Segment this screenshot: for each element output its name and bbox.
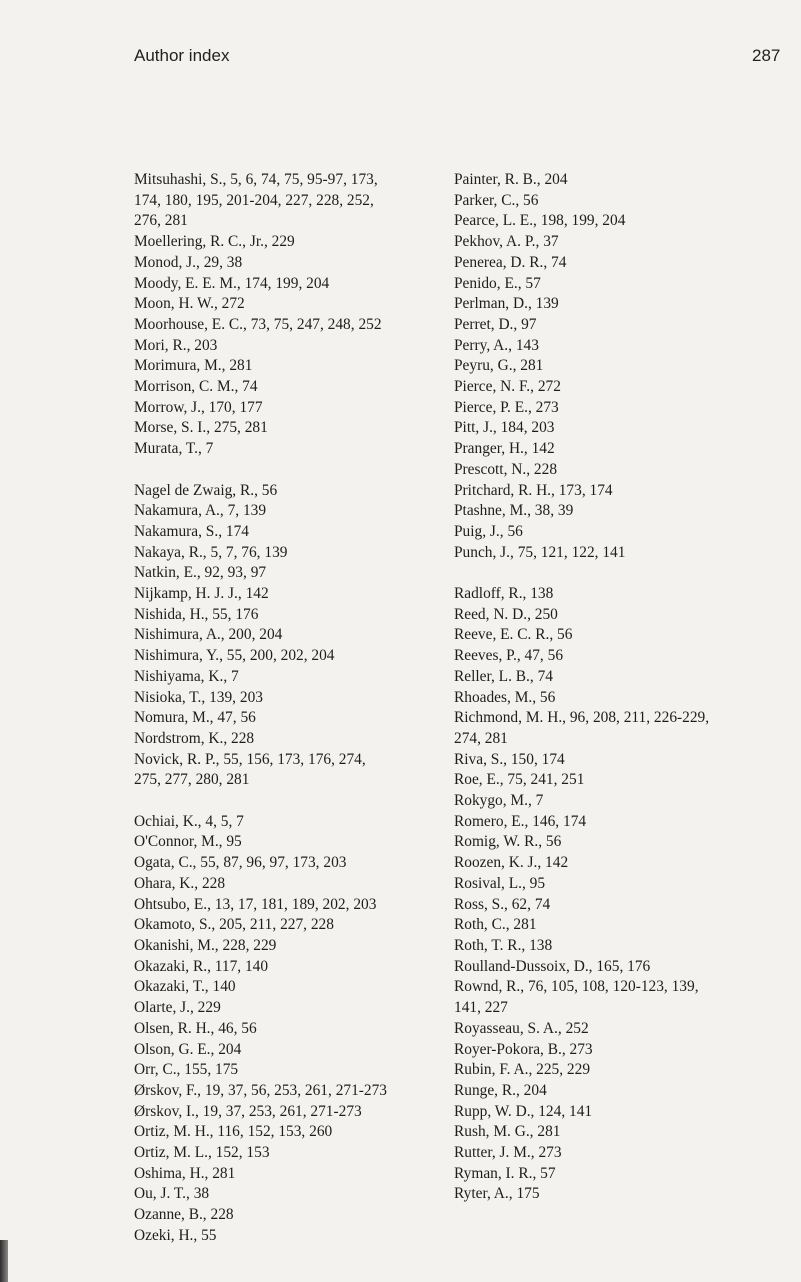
index-entry-line: Radloff, R., 138 <box>454 585 554 603</box>
index-entry <box>454 936 794 957</box>
index-entry <box>454 1143 794 1164</box>
index-entry-line: Rhoades, M., 56 <box>454 688 556 706</box>
index-entry-line: Mitsuhashi, S., 5, 6, 74, 75, 95-97, 173, <box>134 171 378 188</box>
index-entry <box>454 895 794 916</box>
index-entry-line: Oshima, H., 281 <box>134 1164 236 1182</box>
index-entry-continuation: 276, 281 <box>134 212 188 230</box>
running-head-title: Author index <box>134 46 230 65</box>
index-entry-line: Perret, D., 97 <box>454 315 537 333</box>
index-entry-continuation: 141, 227 <box>454 999 508 1017</box>
index-entry-line: Morse, S. I., 275, 281 <box>134 419 268 437</box>
index-entry-line: Pranger, H., 142 <box>454 440 555 458</box>
index-entry <box>134 1205 459 1226</box>
index-entry-line: Puig, J., 56 <box>454 522 523 540</box>
index-entry-line: Ozeki, H., 55 <box>134 1226 217 1244</box>
index-entry <box>134 1143 459 1164</box>
index-entry-line: Romig, W. R., 56 <box>454 833 562 851</box>
index-entry <box>454 315 794 336</box>
index-entry <box>454 646 794 667</box>
index-entry-line: Rutter, J. M., 273 <box>454 1144 562 1162</box>
index-entry <box>134 1060 459 1081</box>
index-entry-line: Ortiz, M. H., 116, 152, 153, 260 <box>134 1123 333 1141</box>
index-entry <box>454 708 794 749</box>
index-entry-line: Rubin, F. A., 225, 229 <box>454 1061 591 1079</box>
index-entry-line: Rush, M. G., 281 <box>454 1123 561 1141</box>
index-entry <box>454 191 794 212</box>
index-entry-line: Nishimura, A., 200, 204 <box>134 626 283 644</box>
index-entry-line: Nijkamp, H. J. J., 142 <box>134 585 269 603</box>
index-entry-line: Royer-Pokora, B., 273 <box>454 1040 593 1058</box>
index-entry-line: Olarte, J., 229 <box>134 999 221 1017</box>
index-entry <box>134 481 459 502</box>
index-entry <box>454 915 794 936</box>
index-entry-continuation: 274, 281 <box>454 729 508 747</box>
index-entry <box>134 1164 459 1185</box>
index-entry <box>454 336 794 357</box>
index-entry-line: Olsen, R. H., 46, 56 <box>134 1019 257 1037</box>
index-entry-line: Roulland-Dussoix, D., 165, 176 <box>454 957 651 975</box>
index-entry-line: Morimura, M., 281 <box>134 357 253 375</box>
letter-group-gap <box>134 460 459 481</box>
index-entry-line: Ryman, I. R., 57 <box>454 1164 556 1182</box>
index-entry-line: Reed, N. D., 250 <box>454 605 558 623</box>
index-entry <box>134 729 459 750</box>
index-entry <box>134 646 459 667</box>
index-entry-line: Ohara, K., 228 <box>134 874 226 892</box>
index-entry <box>454 439 794 460</box>
index-entry <box>134 418 459 439</box>
index-entry-line: Pitt, J., 184, 203 <box>454 419 555 437</box>
index-entry-line: Pearce, L. E., 198, 199, 204 <box>454 212 626 230</box>
index-entry-line: Natkin, E., 92, 93, 97 <box>134 564 267 582</box>
index-entry <box>134 915 459 936</box>
index-entry <box>134 170 459 232</box>
index-entry <box>134 977 459 998</box>
index-entry <box>134 1184 459 1205</box>
index-entry <box>134 522 459 543</box>
index-entry-line: Perry, A., 143 <box>454 336 539 354</box>
index-entry <box>454 791 794 812</box>
index-entry <box>134 501 459 522</box>
index-entry <box>134 315 459 336</box>
index-entry <box>134 253 459 274</box>
index-entry <box>134 832 459 853</box>
index-entry <box>134 625 459 646</box>
index-entry-line: Reller, L. B., 74 <box>454 667 553 685</box>
index-entry <box>454 253 794 274</box>
index-entry-line: Monod, J., 29, 38 <box>134 253 243 271</box>
index-entry-line: Nagel de Zwaig, R., 56 <box>134 481 278 499</box>
index-entry-line: Nakamura, A., 7, 139 <box>134 502 267 520</box>
index-entry <box>454 418 794 439</box>
index-entry-line: Nakamura, S., 174 <box>134 522 249 540</box>
index-entry-line: Okamoto, S., 205, 211, 227, 228 <box>134 916 334 934</box>
index-entry-line: Painter, R. B., 204 <box>454 171 568 188</box>
index-entry-line: Murata, T., 7 <box>134 440 214 458</box>
index-entry <box>454 1019 794 1040</box>
index-entry-line: Pierce, P. E., 273 <box>454 398 559 416</box>
index-entry <box>454 377 794 398</box>
index-entry <box>454 584 794 605</box>
index-entry-line: Rosival, L., 95 <box>454 874 546 892</box>
index-entry-line: Ochiai, K., 4, 5, 7 <box>134 812 244 830</box>
index-entry <box>134 439 459 460</box>
index-entry <box>454 977 794 1018</box>
index-entry <box>454 667 794 688</box>
index-entry <box>454 1040 794 1061</box>
index-entry <box>134 563 459 584</box>
index-entry <box>134 377 459 398</box>
index-entry <box>454 625 794 646</box>
index-entry <box>454 1081 794 1102</box>
index-entry-line: Roozen, K. J., 142 <box>454 854 569 872</box>
index-entry-line: Reeve, E. C. R., 56 <box>454 626 573 644</box>
index-entry-line: Ørskov, I., 19, 37, 253, 261, 271-273 <box>134 1102 362 1120</box>
index-entry-line: Roe, E., 75, 241, 251 <box>454 771 585 789</box>
index-entry-line: Olson, G. E., 204 <box>134 1040 242 1058</box>
index-entry-line: Rownd, R., 76, 105, 108, 120-123, 139, <box>454 978 699 996</box>
index-entry <box>454 522 794 543</box>
index-entry-line: Nishida, H., 55, 176 <box>134 605 259 623</box>
index-entry-line: Ozanne, B., 228 <box>134 1206 234 1224</box>
index-entry-line: Royasseau, S. A., 252 <box>454 1019 589 1037</box>
index-entry-line: Rokygo, M., 7 <box>454 792 544 810</box>
index-entry <box>134 895 459 916</box>
index-entry <box>134 398 459 419</box>
index-entry <box>454 460 794 481</box>
index-entry-line: Ogata, C., 55, 87, 96, 97, 173, 203 <box>134 854 347 872</box>
index-entry-line: Pritchard, R. H., 173, 174 <box>454 481 613 499</box>
index-entry <box>454 170 794 191</box>
index-entry <box>134 750 459 791</box>
index-entry <box>134 543 459 564</box>
index-entry <box>134 1102 459 1123</box>
letter-group-gap <box>134 791 459 812</box>
index-entry <box>134 667 459 688</box>
index-entry-line: Moellering, R. C., Jr., 229 <box>134 233 295 251</box>
index-entry-line: Novick, R. P., 55, 156, 173, 176, 274, <box>134 750 366 768</box>
index-entry <box>134 1081 459 1102</box>
index-entry <box>134 356 459 377</box>
index-entry-line: Ortiz, M. L., 152, 153 <box>134 1144 270 1162</box>
index-entry-line: Morrison, C. M., 74 <box>134 378 258 396</box>
index-entry <box>134 232 459 253</box>
index-entry <box>134 584 459 605</box>
index-entry-line: Rupp, W. D., 124, 141 <box>454 1102 593 1120</box>
index-entry-line: Nishiyama, K., 7 <box>134 667 239 685</box>
index-entry <box>134 853 459 874</box>
index-entry <box>454 501 794 522</box>
index-entry <box>454 232 794 253</box>
index-entry-line: Mori, R., 203 <box>134 336 218 354</box>
index-entry <box>454 274 794 295</box>
index-entry-line: Nisioka, T., 139, 203 <box>134 688 263 706</box>
index-entry-line: Ou, J. T., 38 <box>134 1185 210 1203</box>
index-entry <box>134 874 459 895</box>
index-column-left <box>134 170 459 1247</box>
index-entry-line: Roth, C., 281 <box>454 916 537 934</box>
index-entry <box>454 481 794 502</box>
index-entry <box>134 336 459 357</box>
index-entry-line: Ryter, A., 175 <box>454 1185 540 1203</box>
index-entry-line: Ohtsubo, E., 13, 17, 181, 189, 202, 203 <box>134 895 377 913</box>
index-entry <box>134 294 459 315</box>
index-entry-line: Peyru, G., 281 <box>454 357 544 375</box>
index-entry <box>454 543 794 564</box>
index-entry-line: Penerea, D. R., 74 <box>454 253 567 271</box>
index-entry <box>454 398 794 419</box>
index-entry <box>454 957 794 978</box>
index-entry <box>454 1122 794 1143</box>
index-entry <box>454 1060 794 1081</box>
index-entry-line: Nakaya, R., 5, 7, 76, 139 <box>134 543 288 561</box>
index-entry <box>454 605 794 626</box>
index-entry-line: Okanishi, M., 228, 229 <box>134 936 277 954</box>
index-entry-line: Punch, J., 75, 121, 122, 141 <box>454 543 626 561</box>
index-entry-line: Perlman, D., 139 <box>454 295 559 313</box>
index-entry <box>454 853 794 874</box>
index-entry <box>134 936 459 957</box>
index-entry <box>454 1164 794 1185</box>
index-entry-line: Romero, E., 146, 174 <box>454 812 587 830</box>
index-entry <box>134 1226 459 1247</box>
index-entry <box>454 770 794 791</box>
index-entry <box>454 1102 794 1123</box>
index-entry <box>134 688 459 709</box>
page-number: 287 <box>752 46 781 65</box>
index-entry <box>134 812 459 833</box>
index-entry-continuation: 174, 180, 195, 201-204, 227, 228, 252, <box>134 191 374 209</box>
index-entry <box>454 832 794 853</box>
index-entry <box>134 274 459 295</box>
index-entry-line: Ørskov, F., 19, 37, 56, 253, 261, 271-273 <box>134 1081 387 1099</box>
index-entry <box>134 1019 459 1040</box>
index-entry-line: Penido, E., 57 <box>454 274 541 292</box>
index-entry-line: Pierce, N. F., 272 <box>454 378 561 396</box>
index-entry-line: Morrow, J., 170, 177 <box>134 398 263 416</box>
index-entry-line: Reeves, P., 47, 56 <box>454 647 564 665</box>
index-entry-line: Runge, R., 204 <box>454 1081 547 1099</box>
index-entry-line: Nordstrom, K., 228 <box>134 729 255 747</box>
index-entry <box>454 211 794 232</box>
index-entry-line: Prescott, N., 228 <box>454 460 558 478</box>
index-entry-line: Roth, T. R., 138 <box>454 937 553 954</box>
index-entry-line: Moorhouse, E. C., 73, 75, 247, 248, 252 <box>134 315 382 333</box>
index-entry <box>454 750 794 771</box>
index-entry <box>454 812 794 833</box>
index-entry <box>134 998 459 1019</box>
index-entry <box>134 605 459 626</box>
index-entry-line: Okazaki, T., 140 <box>134 978 236 996</box>
index-entry-line: Ptashne, M., 38, 39 <box>454 502 574 520</box>
page-edge-shadow <box>0 1240 8 1282</box>
index-entry <box>134 957 459 978</box>
index-entry-line: Okazaki, R., 117, 140 <box>134 957 269 975</box>
index-entry-line: Ross, S., 62, 74 <box>454 895 551 913</box>
index-column-right <box>454 170 794 1205</box>
index-entry-line: Pekhov, A. P., 37 <box>454 233 559 251</box>
index-entry <box>454 1184 794 1205</box>
index-entry <box>454 356 794 377</box>
index-entry-line: Richmond, M. H., 96, 208, 211, 226-229, <box>454 709 710 727</box>
index-entry <box>454 874 794 895</box>
index-entry-line: Moody, E. E. M., 174, 199, 204 <box>134 274 330 292</box>
index-entry <box>134 1122 459 1143</box>
index-entry-line: Riva, S., 150, 174 <box>454 750 565 768</box>
index-entry-line: Nishimura, Y., 55, 200, 202, 204 <box>134 647 335 665</box>
index-entry-line: O'Connor, M., 95 <box>134 833 242 851</box>
letter-group-gap <box>454 563 794 584</box>
index-entry-line: Nomura, M., 47, 56 <box>134 709 256 727</box>
index-entry <box>134 1040 459 1061</box>
index-entry <box>454 688 794 709</box>
index-entry-line: Orr, C., 155, 175 <box>134 1061 239 1079</box>
index-entry-line: Moon, H. W., 272 <box>134 295 245 313</box>
index-entry-line: Parker, C., 56 <box>454 191 539 209</box>
index-entry-continuation: 275, 277, 280, 281 <box>134 771 250 789</box>
index-entry <box>454 294 794 315</box>
index-entry <box>134 708 459 729</box>
